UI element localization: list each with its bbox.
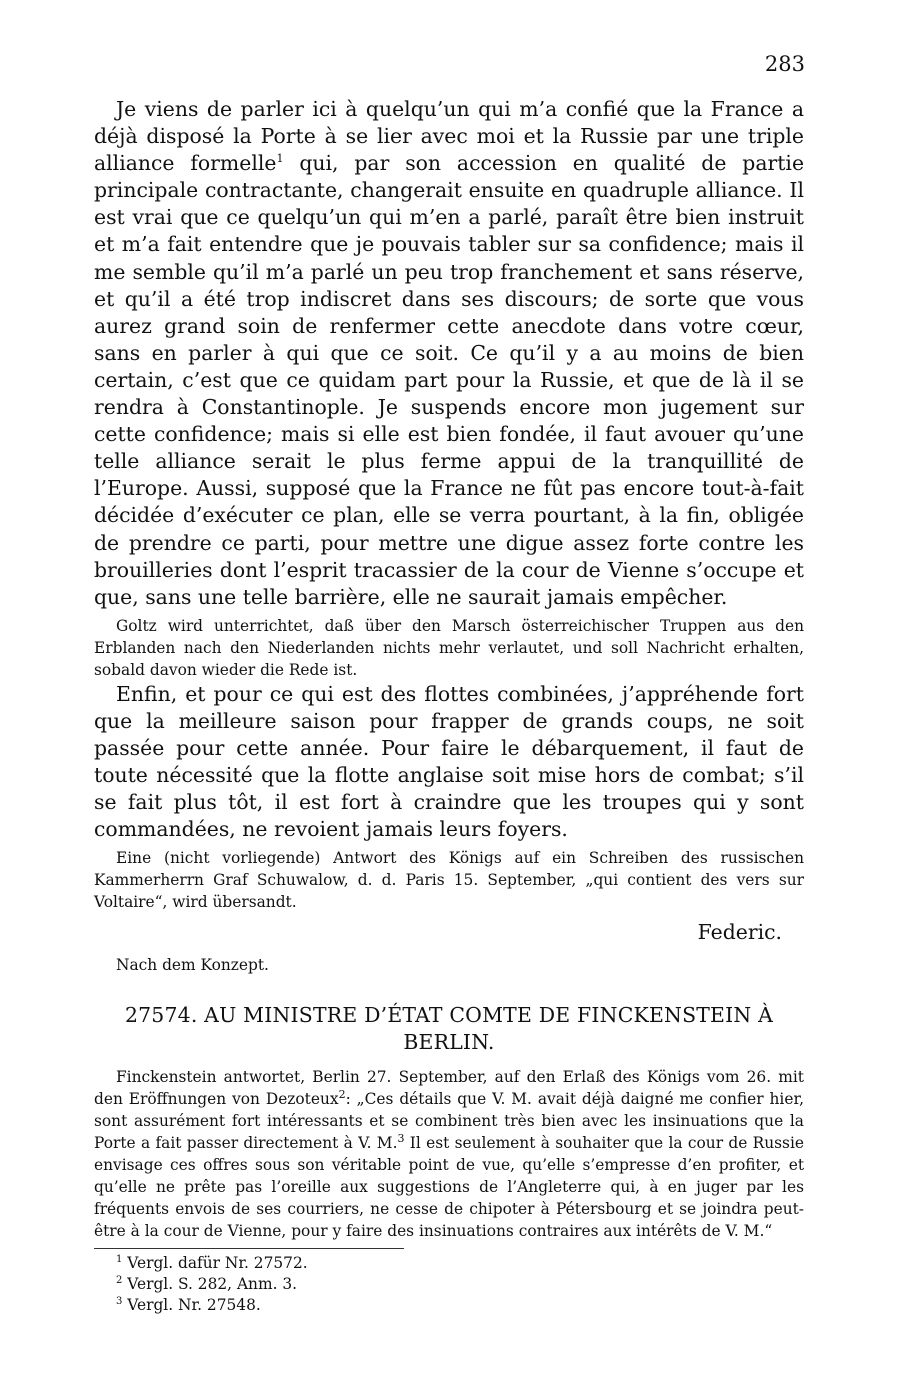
footnote-divider	[94, 1248, 404, 1249]
document-summary: Finckenstein antwortet, Berlin 27. September, auf den Erlaß des Königs vom 26. mit den Eröffnungen von Dezoteux$^2$: „Ces détails que V. M. avait déjà daigné me confier hier, sont assurément fort intéressants et se combinent très bien avec les insinuations que la Porte a fait passer directement à V. M.$^3$ Il est seulement à souhaiter que la cour de Russie envisage ces offres sous son véritable point de vue, qu’elle s’empresse d’en profiter, et qu’elle ne prête pas l’oreille aux suggestions de l’Angleterre qui, à en juger par les fréquents envois de ses courriers, ne cesse de chipoter à Pétersbourg et se joindra peut-être à la cour de Vienne, pour y faire des insinuations contraires aux intérêts de V. M.“	[94, 1068, 804, 1241]
footnote-ref-2: 2	[338, 1088, 346, 1102]
footnote: $^2$ Vergl. S. 282, Anm. 3.	[116, 1275, 298, 1294]
editorial-note-2: Eine (nicht vorliegende) Antwort des Königs auf ein Schreiben des russischen Kammerherrn Graf Schuwalow, d. d. Paris 15. September, „qui contient des vers sur Voltaire“, wird übersandt.	[94, 849, 804, 912]
page-body	[94, 96, 804, 1316]
document-heading: 27574. AU MINISTRE D’ÉTAT COMTE DE FINCKENSTEIN À BERLIN.	[124, 1003, 774, 1055]
editorial-note-1: Goltz wird unterrichtet, daß über den Marsch österreichischer Truppen aus den Erblanden nach den Niederlanden nichts mehr verlautet, und soll Nachricht erhalten, sobald davon wieder die Rede ist.	[94, 616, 804, 679]
signature: Federic.	[697, 920, 782, 945]
footnote-ref-1: 1	[276, 152, 284, 166]
source-note: Nach dem Konzept.	[116, 956, 269, 975]
letter-paragraph-1: Je viens de parler ici à quelqu’un qui m’a confié que la France a déjà disposé la Porte à se lier avec moi et la Russie par une triple alliance formelle$^1$ qui, par son accession en qualité de partie principale contractante, changerait ensuite en quadruple alliance. Il est vrai que ce quelqu’un qui m’en a parlé, paraît être bien instruit et m’a fait entendre que je pouvais tabler sur sa confidence; mais il me semble qu’il m’a parlé un peu trop franchement et sans réserve, et qu’il a été trop indiscret dans ses discours; de sorte que vous aurez grand soin de renfermer cette anecdote dans votre cœur, sans en parler à qui que ce soit. Ce qu’il y a au moins de bien certain, c’est que ce quidam part pour la Russie, et que de là il se rendra à Constantinople. Je suspends encore mon jugement sur cette confidence; mais si elle est bien fondée, il faut avouer qu’une telle alliance serait le plus ferme appui de la tranquillité de l’Europe. Aussi, supposé que la France ne fût pas encore tout-à-fait décidée d’exécuter ce plan, elle se verra pourtant, à la fin, obligée de prendre ce parti, pour mettre une digue assez forte contre les brouilleries dont l’esprit tracassier de la cour de Vienne s’occupe et que, sans une telle barrière, elle ne saurait jamais empêcher.	[94, 97, 805, 609]
footnote-ref-3: 3	[397, 1132, 405, 1146]
footnote: $^1$ Vergl. dafür Nr. 27572.	[116, 1254, 308, 1273]
footnotes	[94, 1253, 804, 1316]
footnote: $^3$ Vergl. Nr. 27548.	[116, 1296, 261, 1315]
letter-paragraph-2: Enfin, et pour ce qui est des flottes combinées, j’appréhende fort que la meilleure saison pour frapper de grands coups, ne soit passée pour cette année. Pour faire le débarquement, il faut de toute nécessité que la flotte anglaise soit mise hors de combat; s’il se fait plus tôt, il est fort à craindre que les troupes qui y sont commandées, ne revoient jamais leurs foyers.	[94, 681, 804, 842]
page-number: 283	[764, 52, 805, 76]
